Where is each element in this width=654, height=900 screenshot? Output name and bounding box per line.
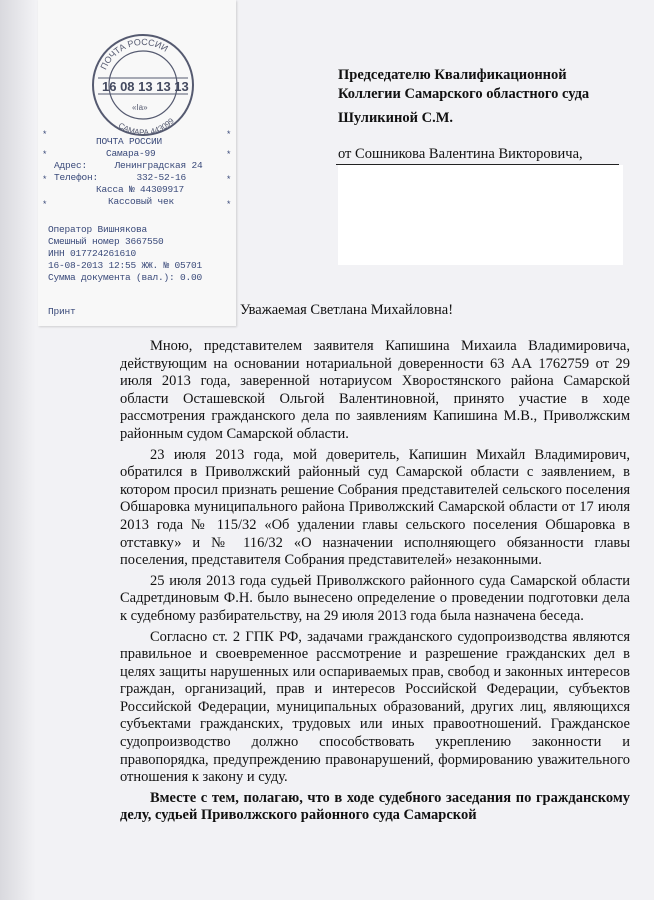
receipt-line: Адрес: Ленинградская 24 — [54, 160, 203, 171]
receipt-line: Оператор Вишнякова — [48, 224, 148, 235]
stamp-mid: «Ia» — [132, 103, 148, 112]
sender-line: от Сошникова Валентина Викторовича, — [338, 146, 583, 162]
receipt-border: * — [226, 175, 232, 185]
addressee-block — [338, 66, 638, 104]
addressee-name: Шуликиной С.М. — [338, 110, 454, 126]
paragraph: 23 июля 2013 года, мой доверитель, Капишин Михайл Владимирович, обратился в Приволжский районный суд Самарской области с заявлением, в котором просил признать решение Собрания представителей сельского поселения Обшаровка муниципального района Приволжский Самарской области от 17 июля 2013 года № 115/32 «Об удалении главы сельского поселения Обшаровка в отставку» и № 116/32 «О назначении исполняющего обязанности главы поселения, представителя Собрания представителей» незаконными. — [120, 446, 630, 569]
addressee-line-2: Коллегии Самарского областного суда — [338, 86, 590, 102]
paragraph-bold: Вместе с тем, полагаю, что в ходе судебного заседания по гражданскому делу, судьей Приволжского районного суда Самарской — [120, 789, 630, 824]
redacted-area — [338, 165, 623, 265]
receipt-line: Касса № 44309917 — [96, 184, 185, 195]
receipt-border: * — [42, 200, 48, 210]
salutation: Уважаемая Светлана Михайловна! — [240, 302, 454, 318]
paragraph: 25 июля 2013 года судьей Приволжского районного суда Самарской области Садретдиновым Ф.Н. было вынесено определение о проведении подготовки дела к судебному разбирательству, на 29 июля 2013 года была назначена беседа. — [120, 572, 630, 624]
addressee-line-1: Председателю Квалификационной — [338, 67, 567, 83]
receipt-border: * — [226, 200, 232, 210]
postmark-stamp — [88, 30, 228, 140]
receipt-line: Смешный номер 3667550 — [48, 236, 164, 247]
receipt-border: * — [226, 130, 232, 140]
stamp-date: 16 08 13 13 13 — [102, 79, 189, 94]
receipt-border: * — [42, 130, 48, 140]
receipt-line: Сумма документа (вал.): 0.00 — [48, 272, 203, 283]
receipt-line: Кассовый чек — [108, 196, 175, 207]
stamp-bottom-text: САМАРА 443099 — [116, 116, 176, 138]
receipt-border: * — [226, 150, 232, 160]
postal-receipt — [38, 0, 236, 326]
scan-edge-shadow — [0, 0, 36, 900]
receipt-border: * — [42, 175, 48, 185]
paragraph: Согласно ст. 2 ГПК РФ, задачами гражданского судопроизводства являются правильное и своевременное рассмотрение и разрешение гражданских дел в целях защиты нарушенных или оспариваемых прав, свобод и законных интересов граждан, организаций, прав и интересов Российской Федерации, субъектов Российской Федерации, муниципальных образований, других лиц, являющихся субъектами гражданских, трудовых или иных правоотношений. Гражданское судопроизводство должно способствовать укреплению законности и правопорядка, предупреждению правонарушений, формированию уважительного отношения к закону и суду. — [120, 628, 630, 786]
svg-text:ПОЧТА РОССИИ — [99, 37, 170, 71]
receipt-line: Самара-99 — [106, 148, 156, 159]
receipt-line: 16-08-2013 12:55 ЖЖ. № 05701 — [48, 260, 203, 271]
receipt-border: * — [42, 150, 48, 160]
letter-body — [120, 338, 630, 828]
stamp-top-text: ПОЧТА РОССИИ — [98, 36, 170, 72]
receipt-line: ИНН 017724261610 — [48, 248, 137, 259]
receipt-line: Принт — [48, 306, 76, 317]
receipt-line: Телефон: 332-52-16 — [54, 172, 187, 183]
receipt-line: ПОЧТА РОССИИ — [96, 136, 163, 147]
paragraph: Мною, представителем заявителя Капишина Михаила Владимировича, действующим на основании нотариальной доверенности 63 АА 1762759 от 29 июля 2013 года, заверенной нотариусом Хворостянского района Самарской области Осташевской Ольгой Валентиновной, принято участие в ходе рассмотрения гражданского дела по заявлениям Капишина М.В., Приволжским районным судом Самарской области. — [120, 338, 630, 442]
